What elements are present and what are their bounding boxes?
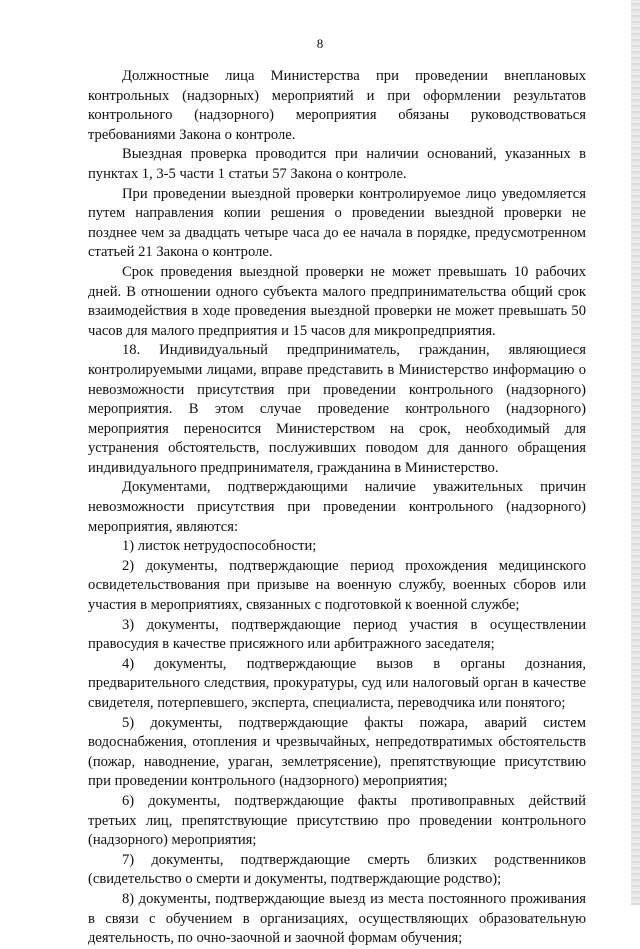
list-item: 1) листок нетрудоспособности; [122,538,317,555]
list-item: 2) документы, подтверждающие период прохождения медицинского освидетельствования при призыве на военную службу, военных сборов или участия в мероприятиях, связанных с подготовкой к военной службе; [88,557,586,614]
page-number: 8 [316,36,324,51]
list-item: 7) документы, подтверждающие смерть близких родственников (свидетельство о смерти и документы, подтверждающие родство); [88,851,586,888]
paragraph: Документами, подтверждающими наличие уважительных причин невозможности присутствия при проведении контрольного (надзорного) мероприятия, являются: [88,479,586,535]
list-item: 6) документы, подтверждающие факты противоправных действий третьих лиц, препятствующие присутствию про проведении контрольного (надзорного) мероприятия; [88,792,586,849]
list-item: 3) документы, подтверждающие период участия в осуществлении правосудия в качестве присяжного или арбитражного заседателя; [88,616,586,653]
scan-edge-artifact [631,0,640,905]
paragraph: Срок проведения выездной проверки не может превышать 10 рабочих дней. В отношении одного субъекта малого предпринимательства общий срок взаимодействия в ходе проведения выездной проверки не может превышать 50 часов для малого предприятия и 15 часов для микропредприятия. [88,263,586,339]
document-body [88,67,586,949]
paragraph: При проведении выездной проверки контролируемое лицо уведомляется путем направления копии решения о проведении выездной проверки не позднее чем за двадцать четыре часа до ее начала в порядке, предусмотренном статьей 21 Закона о контроле. [88,185,586,261]
paragraph: Должностные лица Министерства при проведении внеплановых контрольных (надзорных) мероприятий и при оформлении результатов контрольного (надзорного) мероприятия обязаны руководствоваться требованиями Закона о контроле. [88,68,586,143]
list-item: 8) документы, подтверждающие выезд из места постоянного проживания в связи с обучением в организациях, осуществляющих образовательную деятельность, по очно-заочной и заочной формам обучения; [88,890,586,947]
list-item: 4) документы, подтверждающие вызов в органы дознания, предварительного следствия, прокуратуры, суд или налоговый орган в качестве свидетеля, потерпевшего, эксперта, специалиста, переводчика или понятого; [88,655,586,711]
paragraph: 18. Индивидуальный предприниматель, гражданин, являющиеся контролируемыми лицами, вправе представить в Министерство информацию о невозможности присутствия при проведении контрольного (надзорного) мероприятия. В этом случае проведение контрольного (надзорного) мероприятия переносится Министерством на срок, необходимый для устранения обстоятельств, послуживших поводом для данного обращения индивидуального предпринимателя, гражданина в Министерство. [88,342,586,476]
list-item: 5) документы, подтверждающие факты пожара, аварий систем водоснабжения, отопления и чрезвычайных, непредотвратимых обстоятельств (пожар, наводнение, ураган, землетрясение), препятствующие присутствию при проведении контрольного (надзорного) мероприятия; [88,714,586,790]
paragraph: Выездная проверка проводится при наличии оснований, указанных в пунктах 1, 3-5 части 1 статьи 57 Закона о контроле. [88,146,586,182]
